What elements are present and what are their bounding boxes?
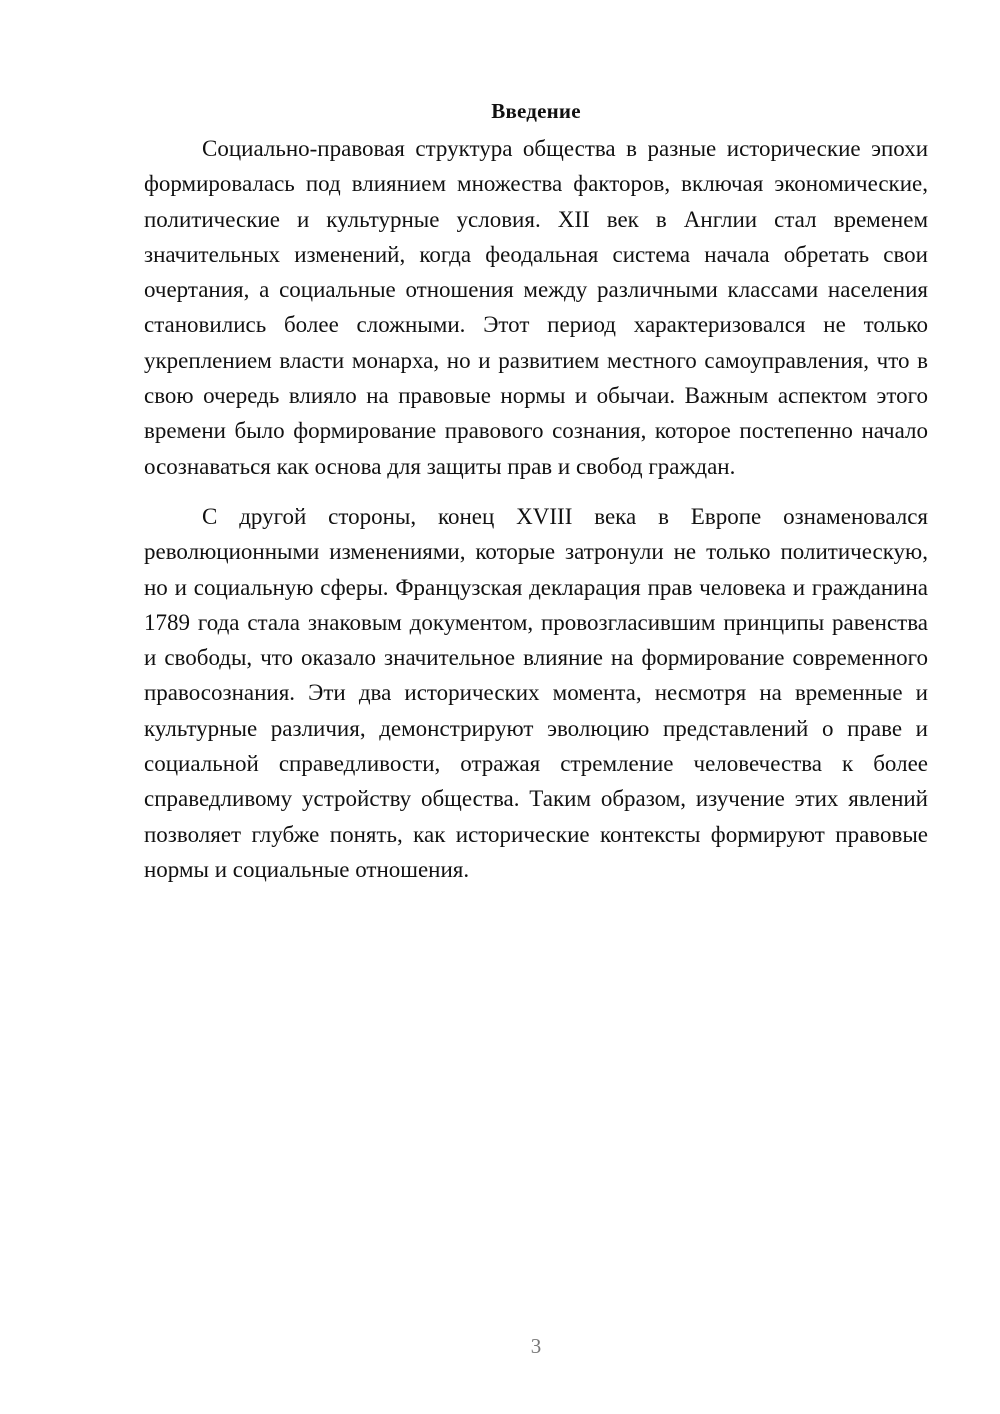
section-heading: Введение — [491, 99, 581, 123]
page-content — [144, 96, 928, 887]
page-number: 3 — [530, 1334, 542, 1358]
paragraph-introduction-second: С другой стороны, конец XVIII века в Европе ознаменовался революционными изменениями, которые затронули не только политическую, но и социальную сферы. Французская декларация прав человека и гражданина 1789 года стала знаковым документом, провозгласившим принципы равенства и свободы, что оказало значительное влияние на формирование современного правосознания. Эти два исторических момента, несмотря на временные и культурные различия, демонстрируют эволюцию представлений о праве и социальной справедливости, отражая стремление человечества к более справедливому устройству общества. Таким образом, изучение этих явлений позволяет глубже понять, как исторические контексты формируют правовые нормы и социальные отношения. — [144, 503, 928, 882]
paragraph-introduction-first: Социально-правовая структура общества в разные исторические эпохи формировалась под влиянием множества факторов, включая экономические, политические и культурные условия. XII век в Англии стал временем значительных изменений, когда феодальная система начала обретать свои очертания, а социальные отношения между различными классами населения становились более сложными. Этот период характеризовался не только укреплением власти монарха, но и развитием местного самоуправления, что в свою очередь влияло на правовые нормы и обычаи. Важным аспектом этого времени было формирование правового сознания, которое постепенно начало осознаваться как основа для защиты прав и свобод граждан. — [144, 136, 928, 479]
